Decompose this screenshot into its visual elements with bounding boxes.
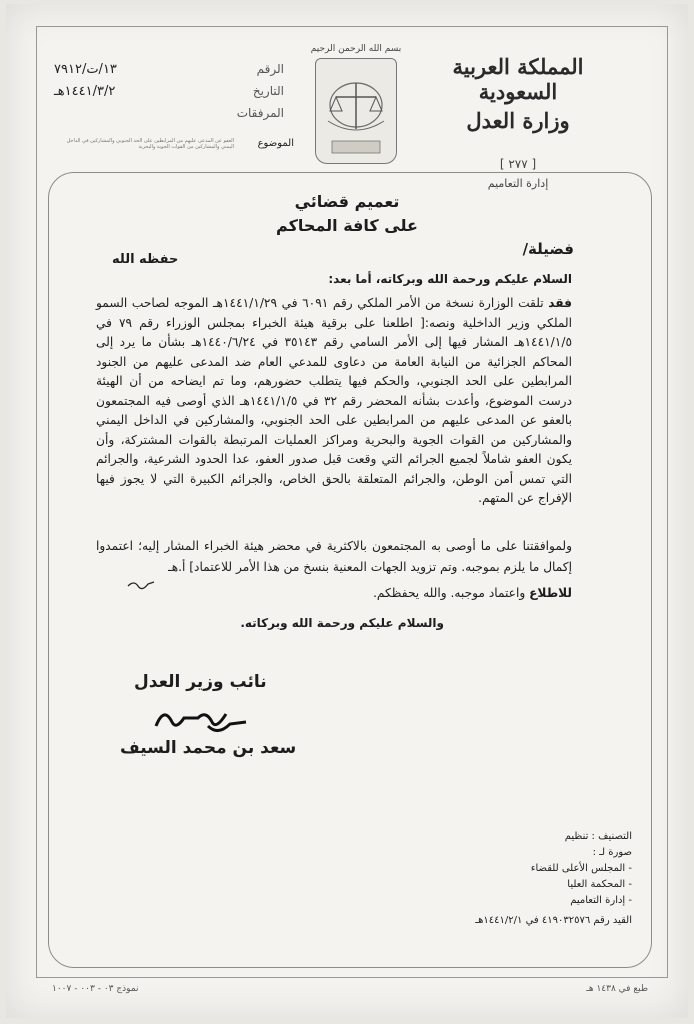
distribution-block: [531, 829, 632, 909]
para3-lead: للاطلاع: [529, 586, 572, 600]
print-date: طبع في ١٤٣٨ هـ: [586, 984, 648, 994]
ministry-header: [418, 54, 618, 190]
body-text: تلقت الوزارة نسخة من الأمر الملكي رقم ٦٠٩١ في ١٤٤١/١/٢٩هـ الموجه لصاحب السمو الملكي وزير الداخلية ونصه:[ اطلعنا على برقية هيئة الخبراء بمجلس الوزراء رقم ٧٩ في ١٤٤١/١/٥هـ المشار فيها إلى الأمر السامي رقم ٣٥١٤٣ في ١٤٤٠/٦/٢٤هـ بشأن ما يرد إلى المحاكم الجزائية من النيابة العامة من دعاوى للمدعي العام ضد المدعى عليهم من الجنود المرابطين على الحد الجنوبي، والحكم فيها يتطلب حضورهم، وما تم ايضاحه من أن الهيئة درست الموضوع، وأعدت بشأنه المحضر رقم ٣٢ في ١٤٤١/١/٥هـ الذي أوصى فيه المجتمعون بالعفو عن المدعى عليهم من المرابطين على الحد الجنوبي، والمشاركين في الداخل اليمني والمشاركين من القوات الجوية والبحرية ومراكز العمليات المرتبطة بالقوات المشتركة، وأن يكون العفو شاملاً لجميع الجرائم التي وقعت قبل صدور العفو، عدا الحدود الشرعية، والجرائم التي تمس أمن الوطن، والجرائم المتعلقة بالحق الخاص، والجرائم الكبيرة التي لا يجوز فيها الإفراج عن المتهم.: [96, 296, 573, 505]
letter-body: [96, 294, 572, 509]
copy-item: - المحكمة العليا: [567, 879, 632, 890]
greeting: السلام عليكم ورحمة الله وبركاته، أما بعد:: [328, 272, 572, 286]
form-number: نموذج ٠٣ - ٠٠٣ - ١٠٠٧: [52, 984, 139, 994]
letter-subtitle: على كافة المحاكم: [276, 216, 418, 235]
reference-meta: [54, 58, 284, 124]
basmala: بسم الله الرحمن الرحيم: [310, 44, 402, 54]
classification: التصنيف : تنظيم: [564, 831, 632, 842]
number-label: الرقم: [256, 62, 284, 76]
signatory-title: نائب وزير العدل: [134, 672, 267, 692]
subject-note: العفو عن المدعى عليهم من المرابطين على الحد الجنوبي والمشاركين في الداخل اليمني والمشاركين من القوات الجوية والبحرية: [66, 138, 234, 150]
date-label: التاريخ: [252, 84, 284, 98]
ministry-name: وزارة العدل: [466, 108, 570, 133]
para3-text: واعتماد موجبه. والله يحفظكم.: [373, 586, 526, 600]
date-value: ١٤٤١/٣/٢هـ: [54, 83, 116, 99]
subject-row: [54, 138, 294, 150]
copy-item: - إدارة التعاميم: [570, 895, 632, 906]
body-lead: فقد: [548, 296, 572, 310]
letter-paragraph-2: ولموافقتنا على ما أوصى به المجتمعون بالاكثرية في محضر هيئة الخبراء المشار إليه؛ اعتمدوا إكمال ما يلزم بموجبه. وتم تزويد الجهات المعنية بنسخ من هذا الأمر للاعتماد] أ.هـ: [96, 539, 572, 574]
letter-title: تعميم قضائي: [294, 192, 400, 211]
record-reference: القيد رقم ٤١٩٠٣٢٥٧٦ في ١٤٤١/٢/١هـ: [475, 915, 632, 926]
department-name: إدارة التعاميم: [487, 177, 549, 190]
attachments-label: المرفقات: [236, 106, 284, 120]
ministry-emblem-icon: [315, 58, 397, 164]
circular-number: [ ٢٧٧ ]: [499, 157, 537, 171]
copy-to-label: صورة لـ :: [592, 847, 632, 858]
signature-icon: [146, 696, 266, 742]
honorific: فضيلة/: [522, 240, 574, 258]
honorific-close: حفظه الله: [112, 252, 179, 267]
letter-paragraph-3: [96, 586, 572, 600]
number-value: ١٣/ت/٧٩١٢: [54, 61, 117, 77]
subject-label: الموضوع: [257, 138, 294, 149]
emblem-block: [306, 44, 406, 164]
kingdom-name: المملكة العربية السعودية: [452, 54, 584, 104]
signatory-name: سعد بن محمد السيف: [120, 738, 297, 758]
document-page: [6, 4, 688, 1018]
copy-item: - المجلس الأعلى للقضاء: [530, 863, 632, 874]
closing: والسلام عليكم ورحمة الله وبركاته.: [240, 616, 444, 630]
